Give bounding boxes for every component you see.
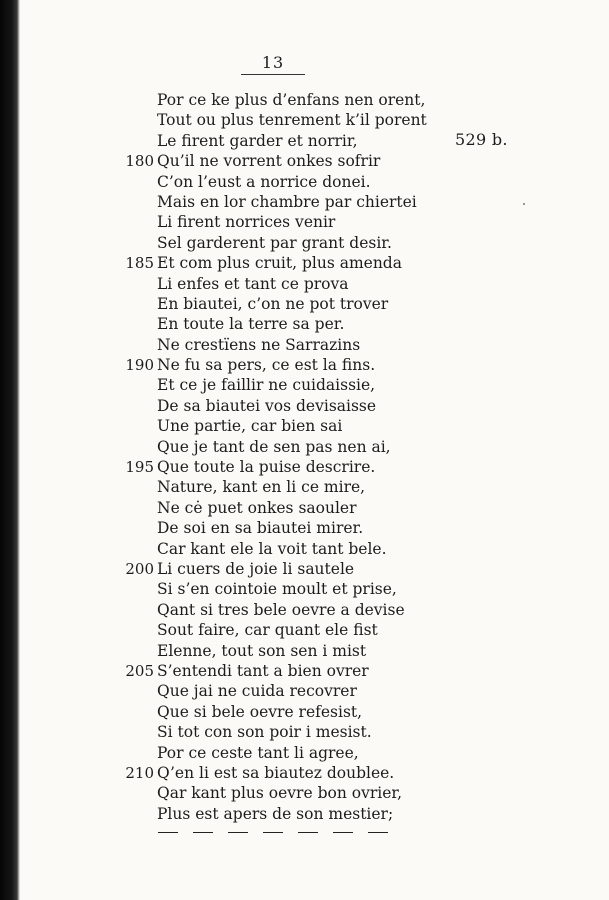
- continuation-dashes: [158, 832, 388, 833]
- verse-text: En biautei, c’on ne pot trover: [157, 294, 389, 313]
- margin-folio-reference: 529 b.: [455, 130, 508, 149]
- poem-line: [120, 722, 450, 742]
- verse-text: Que jai ne cuida recovrer: [157, 682, 357, 701]
- verse-text: Plus est apers de son mestier;: [157, 804, 394, 823]
- verse-text: Que toute la puise descrire.: [157, 458, 376, 477]
- verse-text: Por ce ceste tant li agree,: [157, 743, 359, 762]
- line-number: 180: [125, 152, 154, 171]
- poem-line: [120, 355, 450, 375]
- poem-line: [120, 763, 450, 783]
- verse-text: Mais en lor chambre par chiertei: [157, 192, 417, 211]
- line-number: 200: [125, 559, 154, 578]
- poem-line: [120, 457, 450, 477]
- verse-text: Ne cė puet onkes saouler: [157, 498, 357, 517]
- poem-line: [120, 518, 450, 538]
- verse-text: Que je tant de sen pas nen ai,: [157, 437, 391, 456]
- poem-line: [120, 375, 450, 395]
- poem-line: [120, 396, 450, 416]
- poem-line: [120, 641, 450, 661]
- line-number: 195: [125, 458, 154, 477]
- poem-line: [120, 192, 450, 212]
- poem-line: [120, 437, 450, 457]
- poem-line: [120, 559, 450, 579]
- poem-line: [120, 416, 450, 436]
- verse-text: Ne fu sa pers, ce est la fins.: [157, 356, 376, 375]
- line-number: 185: [125, 254, 154, 273]
- verse-text: Sout faire, car quant ele fist: [157, 621, 378, 640]
- poem-line: [120, 579, 450, 599]
- dash: [228, 832, 248, 833]
- verse-text: Ne crestïens ne Sarrazins: [157, 335, 361, 354]
- poem-line: [120, 702, 450, 722]
- dash: [158, 832, 178, 833]
- verse-text: Une partie, car bien sai: [157, 417, 343, 436]
- line-number: 210: [125, 763, 154, 782]
- verse-text: Que si bele oevre refesist,: [157, 702, 363, 721]
- verse-text: Et com plus cruit, plus amenda: [157, 254, 402, 273]
- verse-text: C’on l’eust a norrice donei.: [157, 172, 371, 191]
- poem-line: [120, 783, 450, 803]
- poem-line: [120, 743, 450, 763]
- dash: [333, 832, 353, 833]
- verse-text: Qar kant plus oevre bon ovrier,: [157, 784, 402, 803]
- poem-line: [120, 600, 450, 620]
- verse-text: En toute la terre sa per.: [157, 315, 345, 334]
- verse-text: Et ce je faillir ne cuidaissie,: [157, 376, 376, 395]
- verse-text: Si s’en cointoie moult et prise,: [157, 580, 397, 599]
- verse-text: S’entendi tant a bien ovrer: [157, 661, 369, 680]
- verse-text: Por ce ke plus d’enfans nen orent,: [157, 91, 426, 109]
- page-number-rule: [241, 74, 305, 75]
- dash: [263, 832, 283, 833]
- poem-line: [120, 131, 450, 151]
- book-spine-shadow: [0, 0, 20, 900]
- poem-line: [120, 110, 450, 130]
- dash: [298, 832, 318, 833]
- poem-line: [120, 335, 450, 355]
- verse-text: Sel garderent par grant desir.: [157, 233, 392, 252]
- poem-line: [120, 314, 450, 334]
- poem-line: [120, 661, 450, 681]
- verse-text: Li cuers de joie li sautele: [157, 559, 355, 578]
- poem-line: [120, 253, 450, 273]
- verse-text: Tout ou plus tenrement k’il porent: [157, 111, 427, 130]
- poem-text-block: [120, 90, 450, 824]
- poem-line: [120, 90, 450, 110]
- verse-text: De soi en sa biautei mirer.: [157, 519, 364, 538]
- verse-text: Li enfes et tant ce prova: [157, 274, 349, 293]
- verse-text: Le firent garder et norrir,: [157, 131, 358, 150]
- poem-line: [120, 274, 450, 294]
- verse-text: Qant si tres bele oevre a devise: [157, 600, 405, 619]
- verse-text: Qu’il ne vorrent onkes sofrir: [157, 152, 381, 171]
- page-number: 13: [261, 53, 285, 72]
- verse-text: Nature, kant en li ce mire,: [157, 478, 366, 497]
- poem-line: [120, 233, 450, 253]
- dash: [368, 832, 388, 833]
- poem-line: [120, 151, 450, 171]
- poem-line: [120, 620, 450, 640]
- line-number: 205: [125, 661, 154, 680]
- poem-line: [120, 681, 450, 701]
- verse-text: De sa biautei vos devisaisse: [157, 396, 377, 415]
- verse-text: Elenne, tout son sen i mist: [157, 641, 367, 660]
- poem-line: [120, 172, 450, 192]
- poem-line: [120, 804, 450, 824]
- paper-speck: [523, 203, 525, 205]
- poem-line: [120, 477, 450, 497]
- poem-line: [120, 498, 450, 518]
- verse-text: Car kant ele la voit tant bele.: [157, 539, 387, 558]
- poem-line: [120, 294, 450, 314]
- poem-line: [120, 212, 450, 232]
- verse-text: Q’en li est sa biautez doublee.: [157, 763, 395, 782]
- line-number: 190: [125, 356, 154, 375]
- poem-line: [120, 539, 450, 559]
- verse-text: Si tot con son poir i mesist.: [157, 723, 372, 742]
- verse-text: Li firent norrices venir: [157, 213, 336, 232]
- dash: [193, 832, 213, 833]
